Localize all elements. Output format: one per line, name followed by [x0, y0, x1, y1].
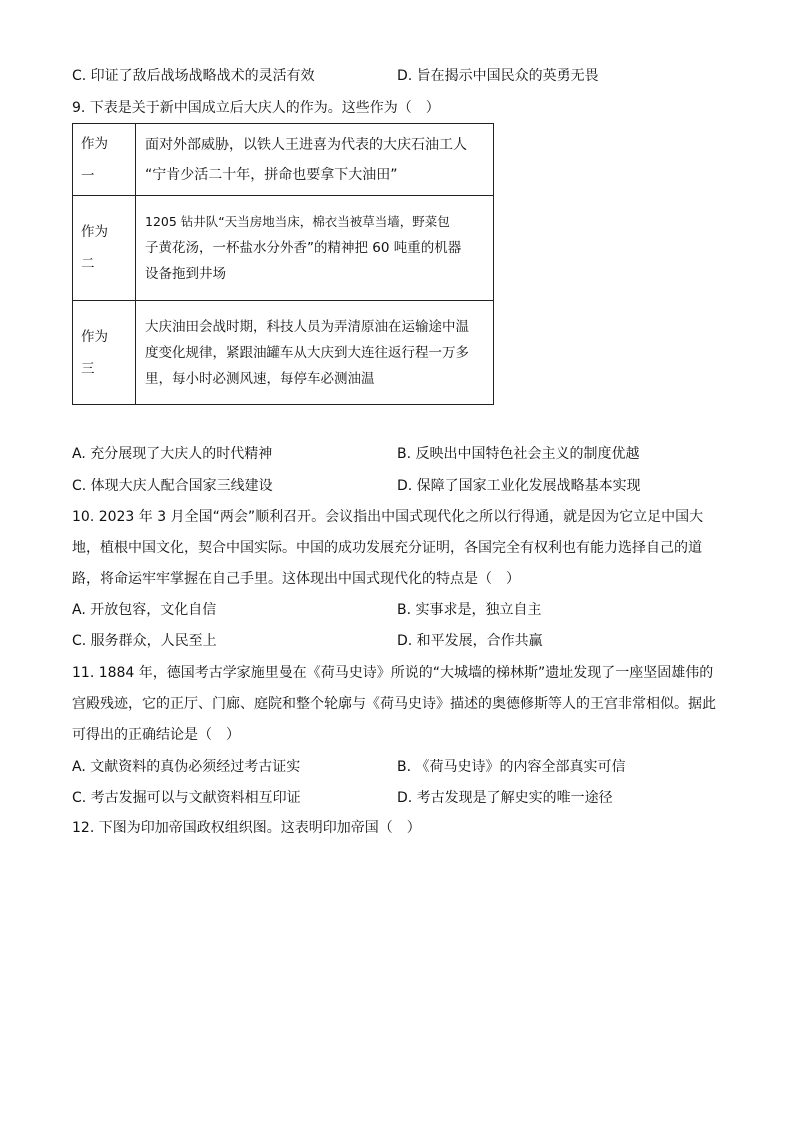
- q11-option-b: B. 《荷马史诗》的内容全部真实可信: [397, 759, 626, 775]
- q9-stem: 9. 下表是关于新中国成立后大庆人的作为。这些作为（ ）: [72, 100, 440, 116]
- q11-stem-line3: 可得出的正确结论是（ ）: [72, 727, 240, 743]
- content-line: 设备拖到井场: [145, 266, 226, 282]
- table-content-cell: [136, 124, 494, 196]
- table-key-cell: [73, 124, 136, 196]
- q9-option-d: D. 保障了国家工业化发展战略基本实现: [397, 478, 641, 494]
- key-line: 作为: [81, 135, 108, 152]
- q10-option-d: D. 和平发展，合作共赢: [397, 633, 543, 649]
- table-key-cell: [73, 196, 136, 301]
- q9-option-c: C. 体现大庆人配合国家三线建设: [72, 478, 273, 494]
- q8-option-d: D. 旨在揭示中国民众的英勇无畏: [397, 68, 599, 84]
- key-line: 作为: [81, 328, 108, 345]
- key-line: 三: [81, 360, 95, 377]
- q10-stem-line3: 路，将命运牢牢掌握在自己手里。这体现出中国式现代化的特点是（ ）: [72, 571, 520, 587]
- key-line: 作为: [81, 224, 108, 240]
- q9-option-a: A. 充分展现了大庆人的时代精神: [72, 446, 273, 462]
- q11-stem-line2: 宫殿残迹，它的正厅、门廊、庭院和整个轮廓与《荷马史诗》描述的奥德修斯等人的王宫非常相似。据此: [72, 696, 716, 712]
- q10-option-a: A. 开放包容，文化自信: [72, 602, 217, 618]
- content-line: 面对外部威胁，以铁人王进喜为代表的大庆石油工人: [145, 136, 467, 153]
- content-line: 1205 钻井队“天当房地当床，棉衣当被草当墙，野菜包: [145, 214, 450, 229]
- q9-option-b: B. 反映出中国特色社会主义的制度优越: [397, 446, 640, 462]
- content-line: 度变化规律，紧跟油罐车从大庆到大连往返行程一万多: [145, 344, 469, 361]
- q11-option-a: A. 文献资料的真伪必须经过考古证实: [72, 759, 301, 775]
- content-line: 大庆油田会战时期，科技人员为弄清原油在运输途中温: [145, 318, 469, 335]
- table-row: [73, 196, 494, 301]
- content-line: “宁肯少活二十年，拼命也要拿下大油田”: [145, 166, 398, 183]
- q8-option-c: C. 印证了敌后战场战略战术的灵活有效: [72, 68, 315, 84]
- key-line: 二: [81, 256, 95, 272]
- q11-stem-line1: 11. 1884 年，德国考古学家施里曼在《荷马史诗》所说的“大城墙的梯林斯”遗址发现了一座坚固雄伟的: [72, 665, 714, 681]
- table-row: [73, 124, 494, 196]
- content-line: 子黄花汤，一杯盐水分外香”的精神把 60 吨重的机器: [145, 240, 462, 256]
- q10-option-c: C. 服务群众，人民至上: [72, 633, 217, 649]
- q11-option-c: C. 考古发掘可以与文献资料相互印证: [72, 790, 301, 806]
- q12-stem: 12. 下图为印加帝国政权组织图。这表明印加帝国（ ）: [72, 820, 421, 836]
- table-row: [73, 301, 494, 405]
- content-line: 里，每小时必测风速，每停车必测油温: [145, 370, 375, 387]
- q9-table: [72, 123, 494, 405]
- q11-option-d: D. 考古发现是了解史实的唯一途径: [397, 790, 613, 806]
- table-content-cell: [136, 196, 494, 301]
- table-content-cell: [136, 301, 494, 405]
- q10-stem-line2: 地，植根中国文化，契合中国实际。中国的成功发展充分证明，各国完全有权利也有能力选择自己的道: [72, 540, 702, 556]
- q10-stem-line1: 10. 2023 年 3 月全国“两会”顺利召开。会议指出中国式现代化之所以行得通，就是因为它立足中国大: [72, 509, 704, 525]
- table-key-cell: [73, 301, 136, 405]
- key-line: 一: [81, 167, 95, 184]
- q10-option-b: B. 实事求是，独立自主: [397, 602, 542, 618]
